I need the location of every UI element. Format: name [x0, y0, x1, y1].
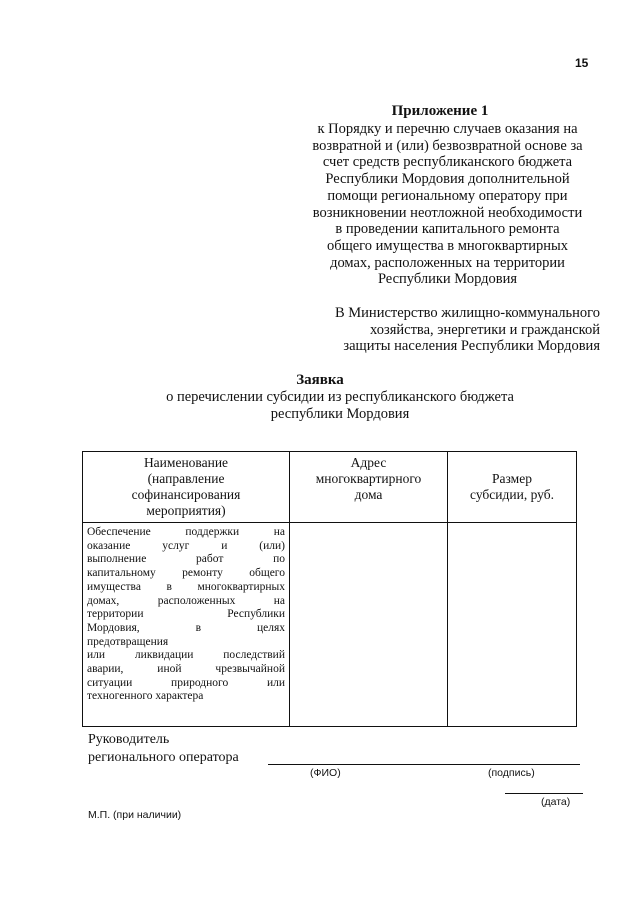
table-header-row [83, 452, 577, 523]
appendix-line: Республики Мордовия [377, 271, 518, 288]
subtitle-line: о перечислении субсидии из республиканского бюджета [166, 389, 514, 405]
addressee-line: В Министерство жилищно-коммунального [334, 305, 600, 321]
stamp-label: М.П. (при наличии) [88, 809, 182, 821]
date-line[interactable] [505, 793, 583, 794]
appendix-line: возникновении неотложной необходимости [312, 204, 583, 221]
date-label: (дата) [541, 796, 571, 808]
subsidy-table [82, 451, 577, 727]
signature-label: (подпись) [488, 767, 535, 779]
appendix-text [300, 121, 595, 288]
purpose-cell: Обеспечение поддержки на оказание услуг и (или) выполнение работ по капитальному ремонту общего имущества в многоквартирных домах, расположенных на территории Республики Мордовия, в целях предотвращения или ликвидации последствий аварии, иной чрезвычайной ситуации природного или техногенного характера [83, 523, 290, 727]
column-header-purpose: Наименование (направление софинансирования мероприятия) [83, 452, 290, 523]
fio-label: (ФИО) [310, 767, 341, 779]
addressee-block [300, 305, 600, 355]
appendix-line: домах, расположенных на территории [330, 254, 565, 271]
address-cell[interactable] [290, 523, 448, 727]
appendix-title: Приложение 1 [391, 103, 489, 119]
appendix-line: в проведении капитального ремонта [335, 221, 560, 238]
appendix-line: помощи региональному оператору при [327, 187, 568, 204]
appendix-line: Республики Мордовия дополнительной [325, 171, 570, 188]
appendix-line: общего имущества в многоквартирных [326, 237, 569, 254]
signature-line[interactable] [268, 764, 580, 765]
subtitle-line: республики Мордовия [270, 406, 410, 422]
document-subtitle [130, 389, 550, 423]
appendix-line: возвратной и (или) безвозвратной основе за [312, 137, 583, 154]
addressee-line: защиты населения Республики Мордовия [343, 338, 600, 355]
appendix-line: к Порядку и перечню случаев оказания на [317, 121, 578, 137]
table-row [83, 523, 577, 727]
appendix-line: счет средств республиканского бюджета [322, 154, 573, 171]
page-number: 15 [575, 56, 589, 70]
amount-cell[interactable] [448, 523, 577, 727]
document-title: Заявка [296, 372, 344, 388]
column-header-address: Адрес многоквартирного дома [290, 452, 448, 523]
head-label: Руководитель регионального оператора [88, 732, 239, 765]
column-header-amount: Размер субсидии, руб. [448, 452, 577, 523]
addressee-line: хозяйства, энергетики и гражданской [370, 321, 600, 338]
